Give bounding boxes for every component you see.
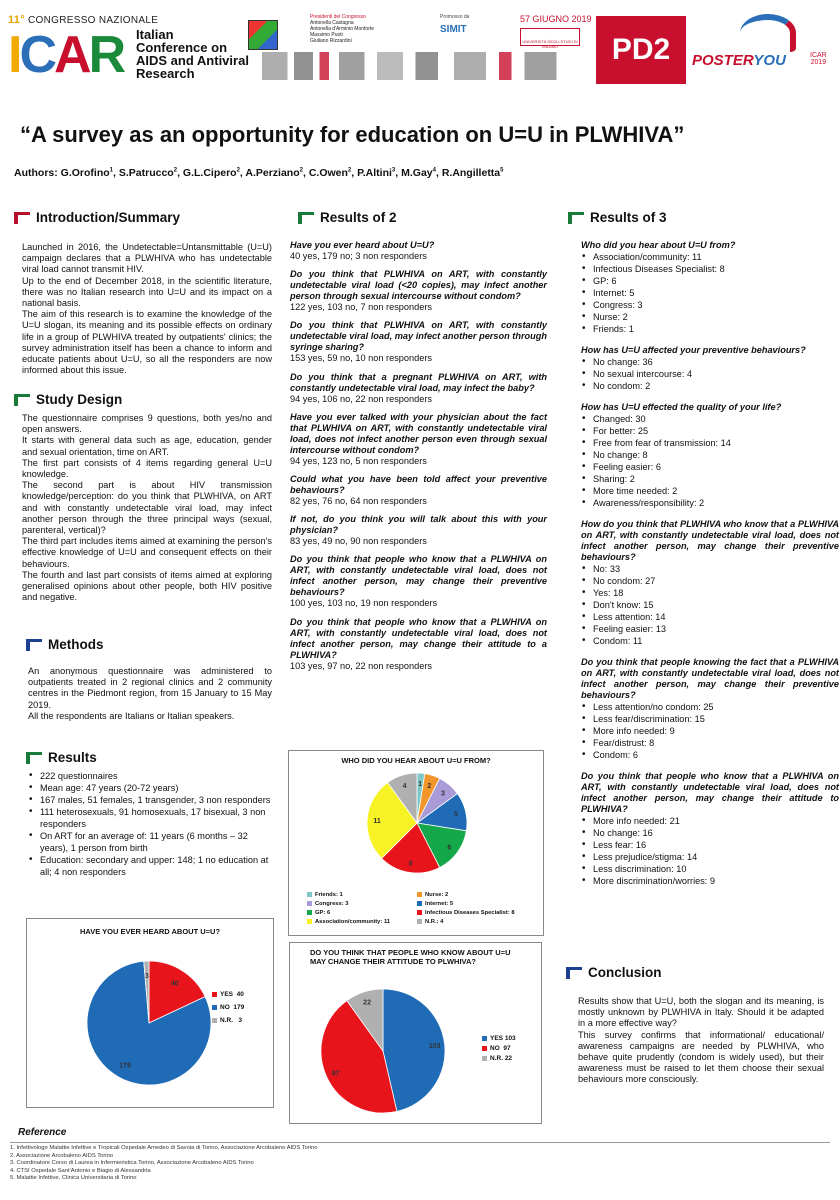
chart-heard-from	[288, 750, 544, 936]
list-item: • 167 males, 51 females, 1 transgender, 3 non responders	[28, 794, 274, 806]
legend-item: Nurse: 2	[417, 891, 448, 900]
university-logo: UNIVERSITÀ DEGLI STUDI DI MILANO	[520, 28, 580, 46]
pie-data-label: 97	[331, 1070, 340, 1078]
chart-title: HAVE YOU EVER HEARD ABOUT U=U?	[79, 927, 221, 936]
chart-change-attitude	[289, 942, 542, 1124]
list-item: 5. Malattie Infettive, Clinica Universitaria di Torino	[10, 1175, 137, 1182]
pie-data-label: 22	[363, 999, 371, 1007]
answer: 83 yes, 49 no, 90 non responders	[290, 536, 427, 547]
question: Do you think that people knowing the fact that a PLWHIVA on ART, with constantly undetectable viral load, does not infect another person, may change their preventive behaviours?	[581, 657, 839, 700]
chart-legend	[307, 891, 543, 927]
results2-heading: Results of 2	[298, 210, 397, 225]
list-item: • Don't know: 15	[581, 599, 839, 611]
icar-small-logo: ICAR 2019	[810, 52, 827, 66]
chart-title: DO YOU THINK THAT PEOPLE WHO KNOW ABOUT U=U MAY CHANGE THEIR ATTITUDE TO PLWHIVA?	[310, 948, 511, 966]
author: A.Perziano$^2$,	[245, 167, 309, 179]
list-item: • Nurse: 2	[581, 311, 839, 323]
question: Could what you have been told affect your preventive behaviours?	[290, 474, 547, 496]
congress-label: 11° CONGRESSO NAZIONALE	[8, 14, 159, 26]
author: P.Altini$^3$,	[357, 167, 402, 179]
question: Do you think that PLWHIVA on ART, with constantly undetectable viral load, may infect another person through syringe sharing?	[290, 320, 547, 353]
legend-item: N.R. 3	[212, 1017, 244, 1024]
legend-item: NO 97	[482, 1045, 516, 1052]
list-item: 2. Associazione Arcobaleno AIDS Torino	[10, 1152, 114, 1159]
author: G.Orofino$^1$,	[60, 167, 119, 179]
legend-item: YES 103	[482, 1035, 516, 1042]
list-item: • No change: 16	[581, 827, 839, 839]
legend-item: Congress: 3	[307, 900, 417, 909]
answer-list	[581, 701, 839, 761]
poster-you-swoosh-icon	[740, 14, 796, 52]
question: Do you think that people who know that a PLWHIVA on ART, with constantly undetectable viral load, does not infect another person, may change their attitude to a PLWHIVA?	[290, 616, 547, 660]
legend-item: GP: 6	[307, 909, 417, 918]
answer-list	[581, 413, 839, 509]
answer: 100 yes, 103 no, 19 non responders	[290, 598, 438, 609]
list-item: • No: 33	[581, 563, 839, 575]
pie-data-label: 103	[428, 1043, 441, 1051]
list-item: • 111 heterosexuals, 91 homosexuals, 17 bisexual, 3 non responders	[28, 806, 274, 830]
author: C.Owen$^2$,	[308, 167, 358, 179]
list-item: • No condom: 2	[581, 380, 839, 392]
list-item: • No change: 36	[581, 356, 839, 368]
results2-qa	[290, 240, 547, 679]
legend-item: Infectious Diseases Specialist: 8	[417, 909, 515, 918]
answer-list	[581, 563, 839, 647]
list-item: 1. Infettivologo Malattie Infettive e Tropicali Ospedale Amedeo di Savoia di Torino, Associazione Arcobaleno AIDS Torino	[10, 1145, 318, 1151]
question: How has U=U affected your preventive behaviours?	[581, 345, 806, 355]
list-item: • For better: 25	[581, 425, 839, 437]
question: Do you think that a pregnant PLWHIVA on ART, with constantly undetectable viral load, may infect the baby?	[290, 371, 547, 393]
simit-logo: Promosso da SIMIT	[440, 14, 470, 35]
pie-data-label: 2	[427, 782, 432, 790]
list-item: • Sharing: 2	[581, 473, 839, 485]
list-item: • More info needed: 9	[581, 725, 839, 737]
study-design-heading: Study Design	[14, 392, 122, 407]
results3-heading: Results of 3	[568, 210, 667, 225]
list-item: • Friends: 1	[581, 323, 839, 335]
answer: 103 yes, 97 no, 22 non responders	[290, 660, 432, 671]
legend-item: Association/community: 11	[307, 918, 417, 927]
list-item: • Less attention: 14	[581, 611, 839, 623]
legend-item: Friends: 1	[307, 891, 417, 900]
pie-data-label: 11	[373, 817, 381, 825]
pie-data-label: 3	[145, 973, 149, 981]
chart-heard-about-uu	[26, 918, 274, 1108]
milan-skyline-graphic	[262, 52, 582, 80]
poster-title: “A survey as an opportunity for education on U=U in PLWHIVA”	[20, 122, 685, 147]
results-list	[28, 770, 274, 878]
list-item: • Less attention/no condom: 25	[581, 701, 839, 713]
question: Do you think that people who know that a PLWHIVA on ART, with constantly undetectable viral load, does not infect another person, may change their preventive behaviours?	[290, 554, 547, 598]
list-item: • Condom: 6	[581, 749, 839, 761]
list-item: • Congress: 3	[581, 299, 839, 311]
congress-presidents: Presidenti del Congresso Antonella Castagna Antonella d'Arminio Monforte Massimo Puoti Giuliano Rizzardini	[310, 14, 375, 44]
pie-chart-svg	[289, 767, 545, 887]
list-item: • Less prejudice/stigma: 14	[581, 851, 839, 863]
question: Have you ever heard about U=U?	[290, 240, 435, 250]
list-item: • GP: 6	[581, 275, 839, 287]
results3-groups	[581, 240, 839, 887]
rubik-cube-icon	[248, 20, 278, 50]
list-item: • No sexual intercourse: 4	[581, 368, 839, 380]
list-item: • Feeling easier: 13	[581, 623, 839, 635]
pie-data-label: 3	[441, 790, 445, 798]
pie-data-label: 40	[170, 980, 179, 988]
poster-you-logo: POSTERYOU	[692, 52, 786, 69]
question: Have you ever talked with your physician about the fact that PLWHIVA on ART, with constantly undetectable viral load, does not infect another person even through sexual intercourse without condom?	[290, 411, 547, 455]
answer: 94 yes, 106 no, 22 non responders	[290, 393, 432, 404]
list-item: • More info needed: 21	[581, 815, 839, 827]
list-item: • Condom: 11	[581, 635, 839, 647]
list-item: • Fear/distrust: 8	[581, 737, 839, 749]
answer-list	[581, 251, 839, 335]
list-item: • Association/community: 11	[581, 251, 839, 263]
author: G.L.Cipero$^2$,	[182, 167, 246, 179]
question: Do you think that PLWHIVA on ART, with constantly undetectable viral load (<20 copies), may infect another person through sexual intercourse without condom?	[290, 269, 547, 302]
results-heading: Results	[26, 750, 97, 765]
question: Do you think that people who know that a PLWHIVA on ART, with constantly undetectable viral load, does not infect another person, may change their attitude to PLWHIVA?	[581, 771, 839, 814]
intro-text: Launched in 2016, the Undetectable=Untansmittable (U=U) campaign declares that a PLWHIVA who has undetectable viral load cannot transmit HIV. Up to the end of December 2018, in the scientific literature, there was no Italian research into U=U and its impact on a national basis. The aim of this research is to examine the knowledge of the U=U slogan, its meaning and its possible effects on ordinary life in a group of PLWHIVA treated by outpatients' clinics; the survey administration itself has been a chance to inform and educate patients about U=U, so all the responders are now informed about this issue.	[22, 242, 272, 376]
study-design-text: The questionnaire comprises 9 questions, both yes/no and open answers. It starts with general data such as age, education, gender and sexual orientation, time on ART. The first part consists of 4 items regarding general U=U knowledge. The second part is about HIV transmission knowledge/perception: do you think that PLWHIVA, on ART and with constantly undetectable viral load, may infect another person through the three principal ways (sexual, parenteral, vertical)? The third part includes items aimed at examining the person's effective knowledge of U=U and consequent effects on their behaviours. The fourth and last part consists of items aimed at exploring generalised opinions about other people, both HIV positive and negative.	[22, 413, 272, 603]
intro-heading: Introduction/Summary	[14, 210, 180, 225]
list-item: • Education: secondary and upper: 148; 1 no education at all; 4 non responders	[28, 854, 274, 878]
list-item: • Less fear: 16	[581, 839, 839, 851]
list-item: • Less discrimination: 10	[581, 863, 839, 875]
question: How has U=U effected the quality of your life?	[581, 402, 782, 412]
list-item: • Infectious Diseases Specialist: 8	[581, 263, 839, 275]
question: If not, do you think you will talk about this with your physician?	[290, 514, 547, 536]
poster-code-badge: PD2	[596, 16, 686, 84]
list-item: 3. Coordinatore Corso di Laurea in Infermieristica Torino, Associazione Arcobaleno AIDS Torino	[10, 1160, 254, 1167]
list-item: • Feeling easier: 6	[581, 461, 839, 473]
pie-data-label: 5	[453, 811, 458, 819]
pie-data-label: 8	[408, 860, 413, 868]
question: Who did you hear about U=U from?	[581, 240, 736, 250]
reference-list	[10, 1142, 830, 1183]
answer: 122 yes, 103 no, 7 non responders	[290, 302, 432, 313]
chart-legend	[482, 1035, 516, 1062]
answer-list	[581, 815, 839, 887]
legend-item: N.R.: 4	[417, 918, 443, 927]
list-item: • Internet: 5	[581, 287, 839, 299]
question: How do you think that PLWHIVA who know that a PLWHIVA on ART, with constantly undetectable viral load, does not infect another person, may change their preventive behaviours?	[581, 519, 839, 562]
list-item: • More time needed: 2	[581, 485, 839, 497]
methods-heading: Methods	[26, 637, 104, 652]
chart-legend	[212, 991, 244, 1024]
answer: 82 yes, 76 no, 64 non responders	[290, 496, 427, 507]
list-item: • No condom: 27	[581, 575, 839, 587]
list-item: • On ART for an average of: 11 years (6 months – 32 years), 1 person from birth	[28, 830, 274, 854]
conclusion-heading: Conclusion	[566, 965, 662, 980]
list-item: • 222 questionnaires	[28, 770, 274, 782]
chart-title: WHO DID YOU HEAR ABOUT U=U FROM?	[341, 756, 491, 765]
authors-line: Authors: G.Orofino$^1$, S.Patrucco$^2$, G.L.Cipero$^2$, A.Perziano$^2$, C.Owen$^2$, P.Altini$^3$, M.Gay$^4$, R.Angilletta$^5$	[14, 167, 504, 179]
conference-name: Italian Conference on AIDS and Antiviral Research	[136, 27, 249, 81]
pie-data-label: 179	[119, 1062, 131, 1070]
pie-data-label: 6	[447, 844, 452, 852]
list-item: • No change: 8	[581, 449, 839, 461]
answer: 94 yes, 123 no, 5 non responders	[290, 455, 427, 466]
pie-data-label: 1	[418, 781, 423, 789]
list-item: • More discrimination/worries: 9	[581, 875, 839, 887]
legend-item: NO 179	[212, 1004, 244, 1011]
legend-item: YES 40	[212, 991, 244, 998]
list-item: • Mean age: 47 years (20-72 years)	[28, 782, 274, 794]
answer-list	[581, 356, 839, 392]
pie-data-label: 4	[402, 782, 407, 790]
list-item: • Changed: 30	[581, 413, 839, 425]
answer: 40 yes, 179 no; 3 non responders	[290, 251, 427, 261]
list-item: • Awareness/responsibility: 2	[581, 497, 839, 509]
list-item: 4. CTSI Ospedale Sant'Antonio e Biagio di Alessandria	[10, 1167, 151, 1174]
author: R.Angilletta$^5$	[441, 167, 504, 179]
icar-logo: ICAR	[8, 26, 124, 84]
list-item: • Less fear/discrimination: 15	[581, 713, 839, 725]
author: S.Patrucco$^2$,	[118, 167, 183, 179]
congress-date: 57 GIUGNO 2019	[520, 14, 592, 24]
author: M.Gay$^4$,	[401, 167, 442, 179]
legend-item: N.R. 22	[482, 1055, 516, 1062]
list-item: • Free from fear of transmission: 14	[581, 437, 839, 449]
reference-heading: Reference	[18, 1127, 67, 1138]
list-item: • Yes: 18	[581, 587, 839, 599]
conclusion-text: Results show that U=U, both the slogan and its meaning, is mostly unknown by PLWHIVA in Italy. Should it be adapted in a more effective way? This survey confirms that informational/ educational/ awareness campaigns are needed by PLWHIVA, who behave quite prudently (condom is widely used), but their awareness must be raised to let them choose their sexual behaviours more consciously.	[578, 996, 824, 1085]
legend-item: Internet: 5	[417, 900, 453, 909]
methods-text: An anonymous questionnaire was administered to outpatients treated in 2 regional clinics and 2 community centres in the Piedmont region, from 15 January to 15 May 2019. All the respondents are Italians or Italian speakers.	[28, 666, 272, 721]
answer: 153 yes, 59 no, 10 non responders	[290, 353, 432, 364]
